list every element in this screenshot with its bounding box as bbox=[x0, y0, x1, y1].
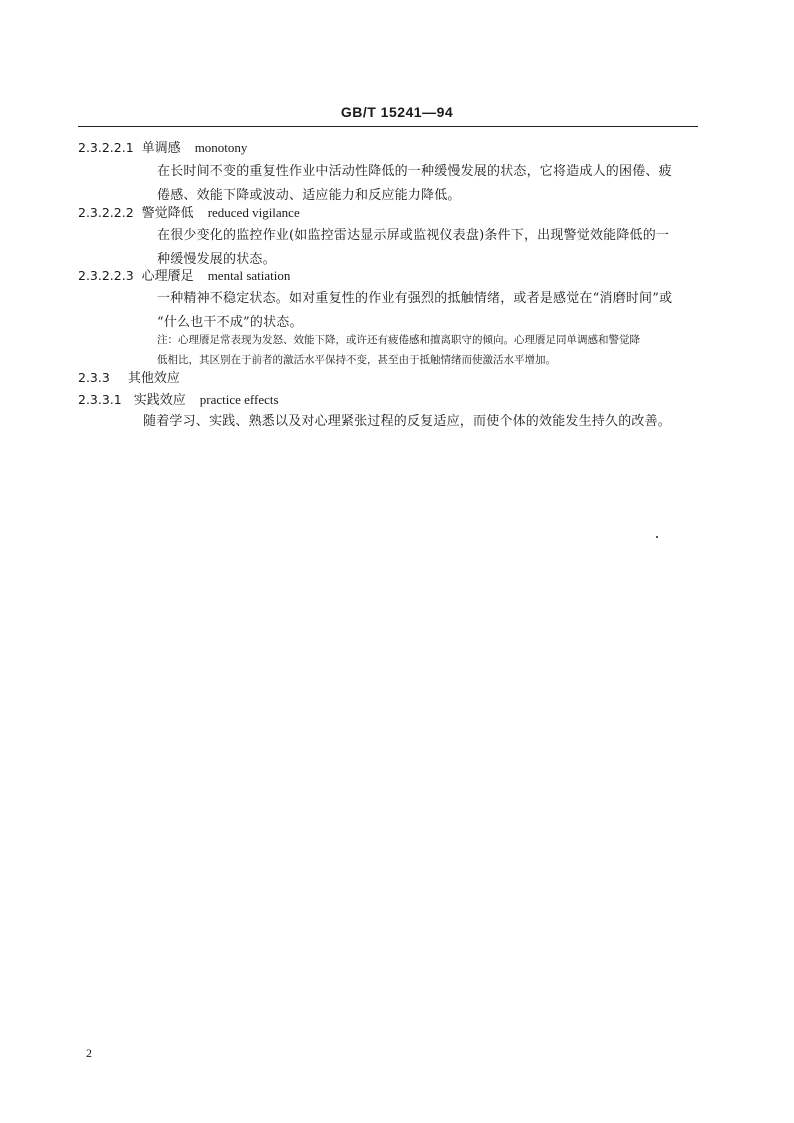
definition-practice-effects bbox=[143, 410, 683, 434]
term-zh: 单调感 bbox=[141, 141, 181, 156]
term-zh: 警觉降低 bbox=[141, 206, 194, 221]
note-mental-satiation bbox=[157, 330, 697, 370]
definition-line: 倦感、效能下降或波动、适应能力和反应能力降低。 bbox=[157, 188, 461, 203]
section-number: 2.3.3.1 bbox=[78, 392, 122, 407]
section-heading-practice-effects bbox=[78, 390, 279, 411]
section-number: 2.3.2.2.2 bbox=[78, 205, 134, 220]
definition-line: 随着学习、实践、熟悉以及对心理紧张过程的反复适应，而使个体的效能发生持久的改善。 bbox=[143, 414, 672, 429]
definition-line: 在很少变化的监控作业(如监控雷达显示屏或监视仪表盘)条件下，出现警觉效能降低的一 bbox=[157, 228, 670, 243]
term-en: mental satiation bbox=[207, 268, 291, 283]
term-zh: 实践效应 bbox=[133, 393, 186, 408]
definition-line: “什么也干不成”的状态。 bbox=[157, 315, 303, 330]
section-heading-monotony bbox=[78, 138, 247, 159]
term-zh: 心理餍足 bbox=[141, 269, 194, 284]
definition-line: 种缓慢发展的状态。 bbox=[157, 252, 276, 267]
section-heading-mental-satiation bbox=[78, 266, 290, 287]
definition-reduced-vigilance bbox=[157, 224, 697, 272]
definition-line: 一种精神不稳定状态。如对重复性的作业有强烈的抵触情绪，或者是感觉在“消磨时间”或 bbox=[157, 291, 673, 306]
section-number: 2.3.2.2.3 bbox=[78, 268, 134, 283]
scan-speck bbox=[656, 536, 658, 538]
definition-mental-satiation bbox=[157, 287, 697, 335]
definition-monotony bbox=[157, 160, 697, 208]
term-en: monotony bbox=[194, 140, 248, 155]
section-heading-other-effects bbox=[78, 368, 180, 389]
header-rule bbox=[78, 126, 698, 127]
note-line: 低相比，其区别在于前者的激活水平保持不变，甚至由于抵触情绪而使激活水平增加。 bbox=[157, 354, 556, 366]
definition-line: 在长时间不变的重复性作业中活动性降低的一种缓慢发展的状态，它将造成人的困倦、疲 bbox=[157, 164, 672, 179]
term-en: practice effects bbox=[199, 392, 279, 407]
section-heading-reduced-vigilance bbox=[78, 203, 300, 224]
note-line: 注：心理餍足常表现为发怒、效能下降，或许还有疲倦感和擅离职守的倾向。心理餍足同单调感和警觉降 bbox=[157, 334, 640, 346]
term-en: reduced vigilance bbox=[207, 205, 300, 220]
page-number: 2 bbox=[86, 1046, 92, 1060]
section-number: 2.3.3 bbox=[78, 370, 110, 385]
term-zh: 其他效应 bbox=[127, 371, 180, 386]
section-number: 2.3.2.2.1 bbox=[78, 140, 134, 155]
document-header: GB/T 15241—94 bbox=[340, 104, 454, 120]
